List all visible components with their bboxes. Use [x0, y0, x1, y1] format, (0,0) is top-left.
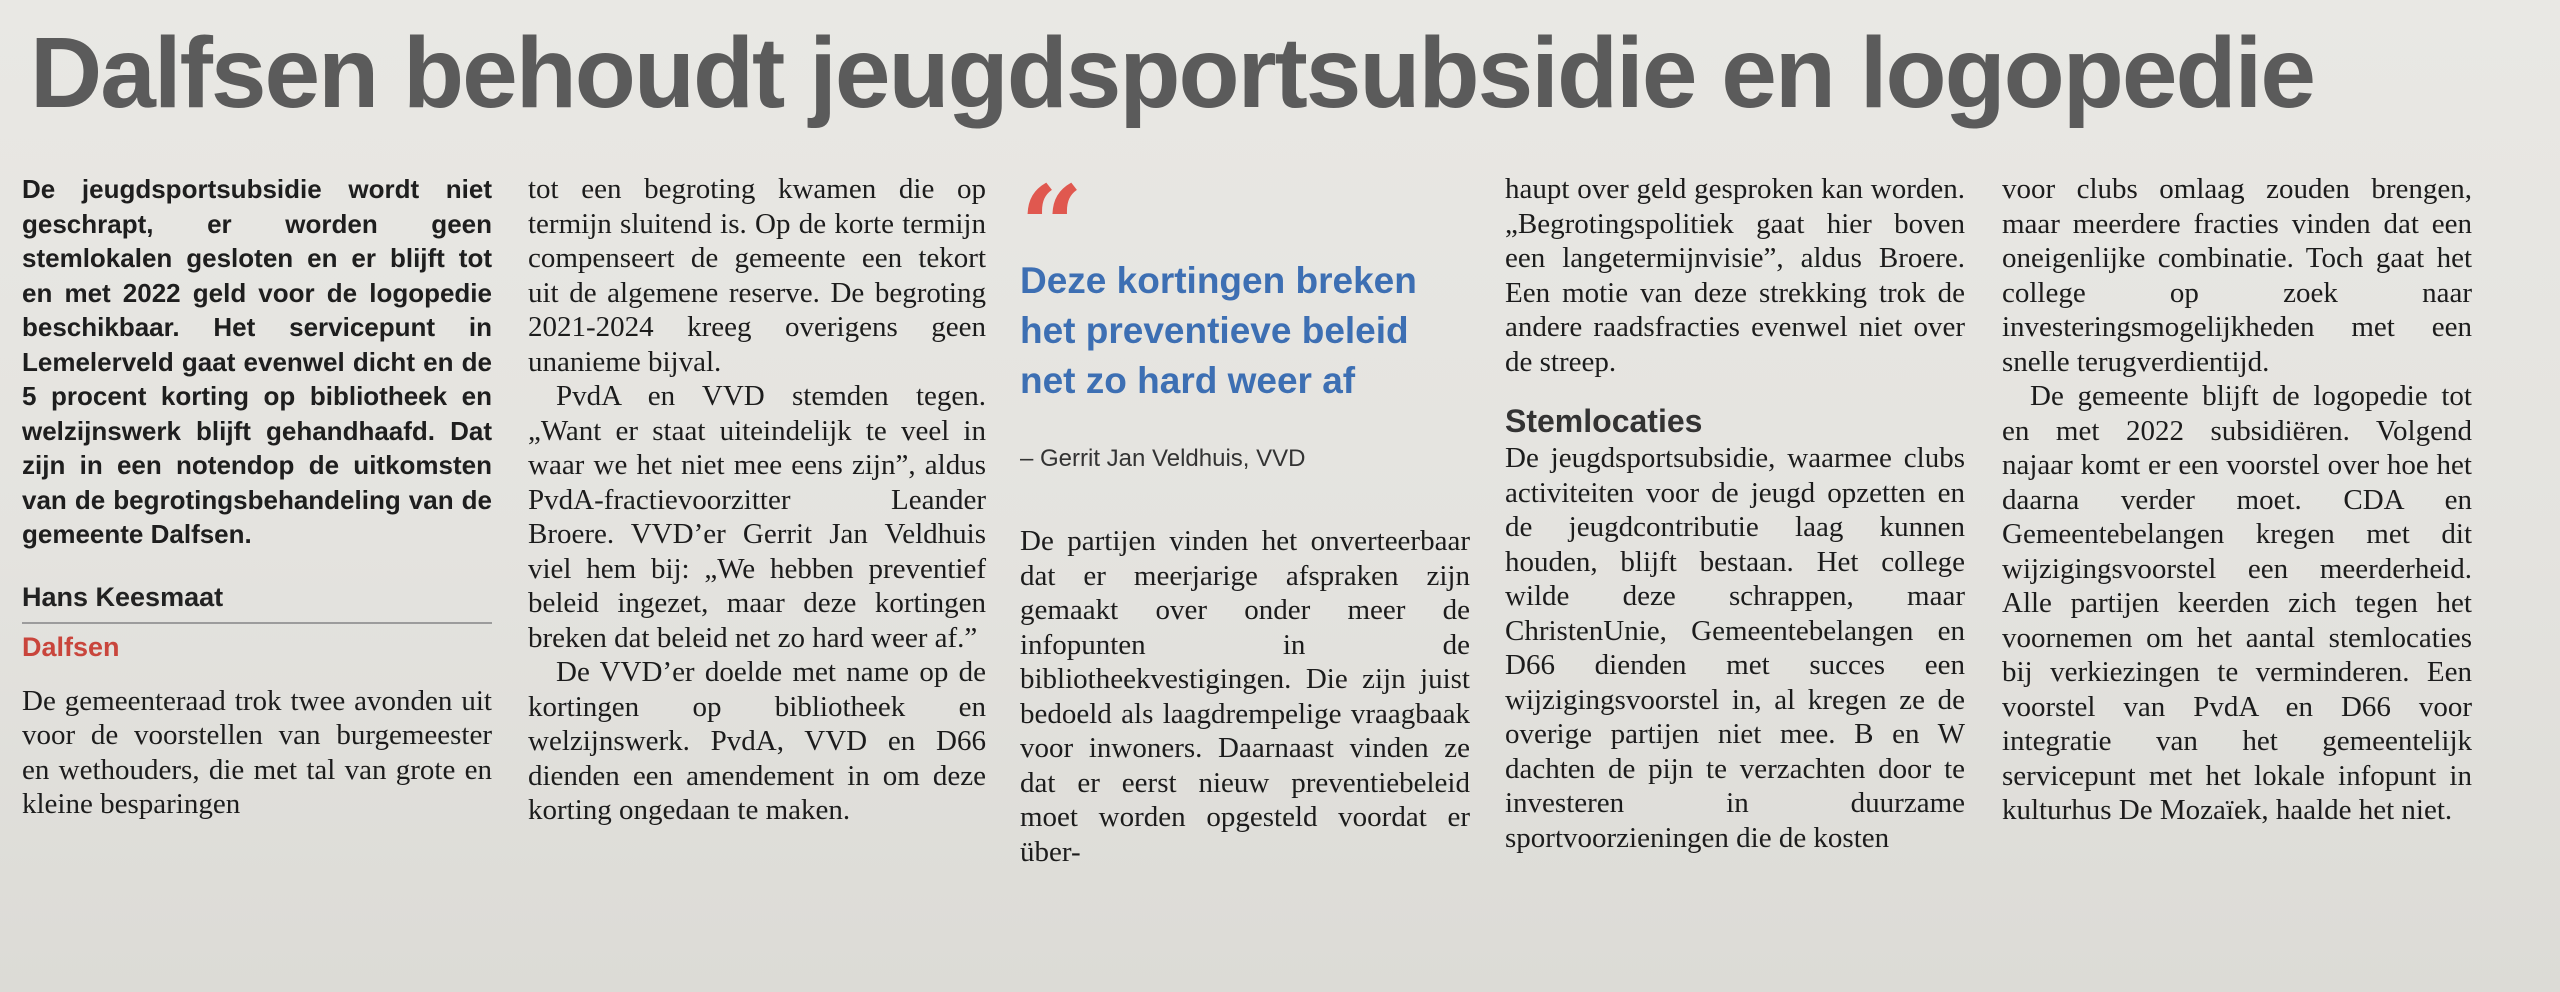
body-paragraph: De partijen vinden het onverteerbaar dat er meerjarige afspraken zijn gemaakt over onder meer de infopunten in de bibliotheekvestigingen. Die zijn juist bedoeld als laagdrempelige vraagbaak voor inwoners. Daarnaast vinden ze dat er eerst nieuw preventiebeleid moet worden opgesteld voordat er über-	[1020, 525, 1470, 868]
column-3	[1020, 161, 1470, 869]
body-paragraph: De jeugdsportsubsidie, waarmee clubs activiteiten voor de jeugd opzetten en de jeugdcontributie laag kunnen houden, blijft bestaan. Het college wilde deze schrappen, maar ChristenUnie, Gemeentebelangen en D66 dienden met succes een wijzigingsvoorstel in, al kregen ze de overige partijen niet mee. B en W dachten de pijn te verzachten door te investeren in duurzame sportvoorzieningen die de kosten	[1505, 442, 1965, 854]
body-paragraph: haupt over geld gesproken kan worden. „Begrotingspolitiek gaat hier boven een langetermijnvisie”, aldus Broere. Een motie van deze strekking trok de andere raadsfracties evenwel niet over de streep.	[1505, 173, 1965, 378]
body-paragraph: De gemeenteraad trok twee avonden uit voor de voorstellen van burgemeester en wethouders, die met tal van grote en kleine besparingen	[22, 684, 492, 820]
body-paragraph: tot een begroting kwamen die op termijn sluitend is. Op de korte termijn compenseert de gemeente een tekort uit de algemene reserve. De begroting 2021-2024 kreeg overigens geen unanieme bijval.	[528, 173, 986, 378]
headline: Dalfsen behoudt jeugdsportsubsidie en logopedie	[30, 17, 2314, 129]
column-1	[22, 172, 492, 822]
body-paragraph: De gemeente blijft de logopedie tot en met 2022 subsidiëren. Volgend najaar komt er een voorstel over hoe het daarna verder moet. CDA en Gemeentebelangen kregen met dit wijzigingsvoorstel een meerderheid. Alle partijen keerden zich tegen het voornemen om het aantal stemlocaties bij verkiezingen te verminderen. Een voorstel van PvdA en D66 voor integratie van het gemeentelijk servicepunt met het lokale infopunt in kulturhus De Mozaïek, haalde het niet.	[2002, 380, 2472, 826]
body-paragraph: PvdA en VVD stemden tegen. „Want er staat uiteindelijk te veel in waar we het niet mee eens zijn”, aldus PvdA-fractievoorzitter Leander Broere. VVD’er Gerrit Jan Veldhuis viel hem bij: „We hebben preventief beleid ingezet, maar deze kortingen breken dat beleid net zo hard weer af.”	[528, 380, 986, 654]
pull-quote: Deze kortingen breken het preventieve beleid net zo hard weer af	[1020, 260, 1417, 401]
author-byline: Hans Keesmaat	[22, 580, 492, 624]
subheading: Stemlocaties	[1505, 403, 1703, 439]
column-4	[1505, 172, 1965, 855]
quote-mark-icon: “	[1020, 161, 1084, 290]
body-paragraph: De VVD’er doelde met name op de kortingen op bibliotheek en welzijnswerk. PvdA, VVD en D66 dienden een amendement in om deze korting ongedaan te maken.	[528, 656, 986, 826]
dateline-place: Dalfsen	[22, 631, 120, 662]
lead-paragraph: De jeugdsportsubsidie wordt niet geschrapt, er worden geen stemlokalen gesloten en er blijft tot en met 2022 geld voor de logopedie beschikbaar. Het servicepunt in Lemelerveld gaat evenwel dicht en de 5 procent korting op bibliotheek en welzijnswerk blijft gehandhaafd. Dat zijn in een notendop de uitkomsten van de begrotingsbehandeling van de gemeente Dalfsen.	[22, 174, 492, 549]
column-2	[528, 172, 986, 828]
column-5	[2002, 172, 2472, 828]
pull-quote-attribution: – Gerrit Jan Veldhuis, VVD	[1020, 445, 1306, 472]
body-paragraph: voor clubs omlaag zouden brengen, maar meerdere fracties vinden dat een oneigenlijke combinatie. Toch gaat het college op zoek naar investeringsmogelijkheden met een snelle terugverdientijd.	[2002, 173, 2472, 378]
